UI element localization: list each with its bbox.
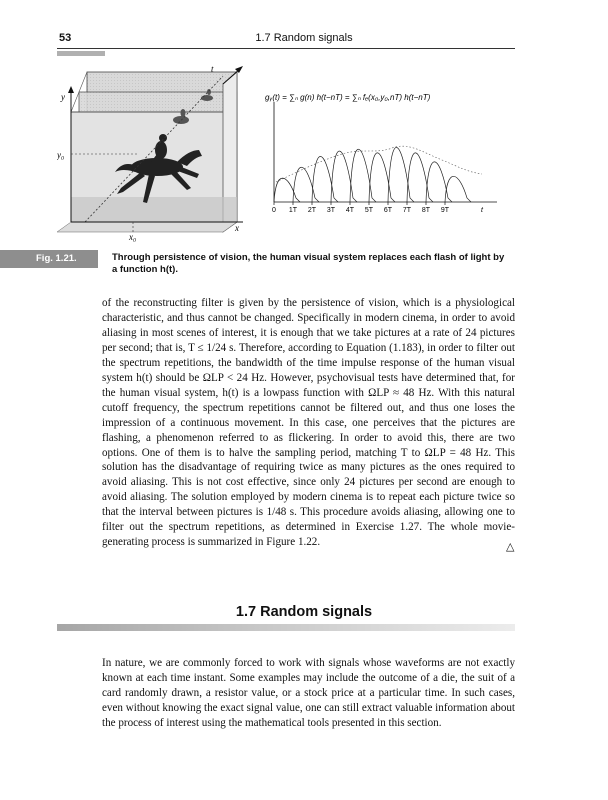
label-t-axis: t [211, 64, 214, 74]
tick-label: 6T [383, 207, 393, 214]
pulse-response [445, 176, 471, 202]
time-ticks [272, 207, 450, 214]
header-accent-bar [57, 51, 105, 56]
pulse-response [350, 149, 376, 202]
label-t-time: t [481, 207, 483, 214]
tick-label: 0 [272, 207, 276, 214]
pulse-response [293, 167, 319, 202]
pulse-response [388, 147, 414, 202]
frame-stack-diagram [57, 64, 243, 242]
label-x0: x₀ [129, 232, 137, 242]
tick-label: 2T [307, 207, 317, 214]
figure-caption: Through persistence of vision, the human visual system replaces each flash of light by a function h(t). [112, 252, 505, 275]
label-y0: y₀ [57, 150, 65, 160]
figure-1-21 [57, 62, 517, 242]
figure-label: Fig. 1.21. [36, 253, 77, 264]
pulse-response [331, 151, 357, 202]
label-x-axis: x [235, 223, 239, 233]
running-head: 1.7 Random signals [255, 32, 353, 44]
tick-label: 5T [364, 207, 374, 214]
section-heading: 1.7 Random signals [235, 604, 373, 620]
signal-plot [265, 93, 497, 214]
tick-label: 7T [402, 207, 412, 214]
body-paragraph [102, 296, 515, 550]
section-paragraph [102, 656, 515, 731]
section-bar [57, 624, 515, 631]
tick-label: 1T [288, 207, 298, 214]
tick-label: 4T [345, 207, 355, 214]
pulse-response [407, 153, 433, 202]
label-y-axis: y [61, 92, 65, 102]
impulse-responses [274, 147, 471, 205]
reconstruction-equation: gᵧ(t) = ∑ₙ g(n) h(t−nT) = ∑ₙ fₑ(x₀,y₀,nT) h(t−nT) [265, 93, 431, 102]
tick-label: 8T [421, 207, 431, 214]
tick-label: 9T [440, 207, 450, 214]
pulse-response [274, 178, 300, 202]
example-end-mark: △ [506, 541, 515, 553]
page-number: 53 [59, 32, 72, 44]
paragraph-text: In nature, we are commonly forced to work with signals whose waveforms are not exactly known at each time instant. Some examples may include the outcome of a die, the suit of a card randomly drawn, a resistor value, or a stock price at a particular time. In such cases, even without knowing the exact signal value, one can still extract valuable information about the process of interest using the mathematical tools presented in this section. [102, 657, 515, 729]
paragraph-text: of the reconstructing filter is given by the persistence of vision, which is a physiological characteristic, and thus cannot be changed. Specifically in modern cinema, in order to avoid aliasing in most scenes of interest, it is enough that we take pictures at a rate of 24 pictures per second; that is, T ≤ 1/24 s. Therefore, according to Equation (1.183), in order to filter out the spectrum repetitions, the bandwidth of the time impulse response of the human visual system h(t) should be ΩLP < 24 Hz. However, psychovisual tests have determined that, for the human visual system, h(t) is a lowpass function with ΩLP ≈ 48 Hz. With this natural cutoff frequency, the spectrum repetitions cannot be filtered out, and thus one loses the impression of a continuous movement. In this case, one perceives that the pictures are flashing, a phenomenon referred to as flickering. In order to avoid this, there are two options. One of them is to halve the sampling period, matching T to ΩLP = 48 Hz. This solution has the disadvantage of requiring twice as many pictures as the ones required to avoid aliasing. This is not cost effective, since only 24 pictures per second are enough to avoid aliasing. The solution employed by modern cinema is to repeat each picture twice so that the interval between pictures is 1/48 s. This procedure avoids aliasing, allowing one to filter out the spectrum repetitions, as determined in Exercise 1.27. The whole movie-generating process is summarized in Figure 1.22. [102, 297, 515, 549]
header-rule [57, 48, 515, 49]
tick-label: 3T [326, 207, 336, 214]
